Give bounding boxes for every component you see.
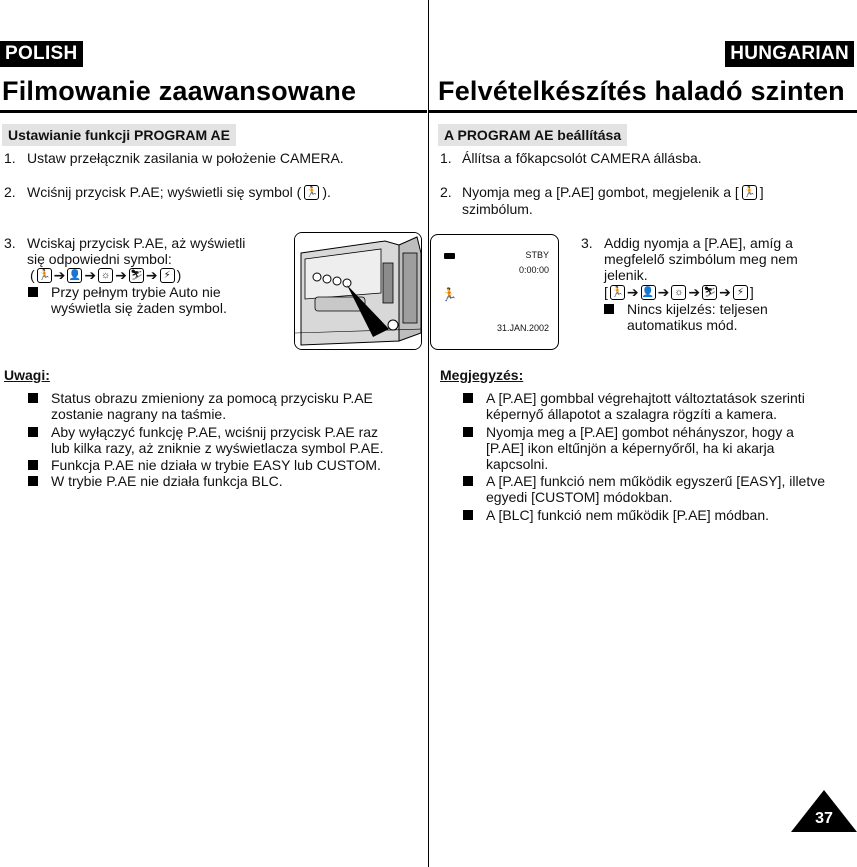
bullet-square-icon [28,460,38,470]
bullet-square-icon [28,476,38,486]
bullet-square-icon [604,304,614,314]
notes-title-polish: Uwagi: [4,367,50,383]
bullet-square-icon [463,510,473,520]
sand-snow-mode-icon: ⛷ [130,269,143,281]
step-text: Nyomja meg a [P.AE] gombot, megjelenik a [ [462,184,739,200]
lcd-date: 31.JAN.2002 [496,323,549,333]
note-text: lub kilka razy, aż zniknie z wyświetlacza symbol P.AE. [51,440,384,456]
language-badge-hungarian: HUNGARIAN [725,41,854,67]
sports-mode-icon: 🏃 [37,269,51,281]
arrow-icon: ➔ [719,284,731,300]
step-text: jelenik. [604,267,648,283]
arrow-icon: ➔ [657,284,670,300]
note-text: wyświetla się żaden symbol. [51,300,227,316]
arrow-icon: ➔ [145,267,158,283]
seq-close: ) [176,267,182,283]
arrow-icon: ➔ [115,267,127,283]
language-badge-polish: POLISH [0,41,83,67]
spotlight-mode-icon: ☼ [98,268,113,283]
arrow-icon: ➔ [626,284,639,300]
high-speed-shutter-icon: ⚡ [160,268,175,283]
step-text: ] [759,184,764,200]
title-rule-right [429,110,857,113]
section-header-polish: Ustawianie funkcji PROGRAM AE [2,124,236,146]
notes-title-hungarian: Megjegyzés: [440,367,524,383]
bullet-square-icon [28,393,38,403]
arrow-icon: ➔ [84,267,97,283]
high-speed-shutter-icon: ⚡ [733,285,748,300]
step-text: Addig nyomja a [P.AE], amíg a [604,235,793,251]
note-text: egyedi [CUSTOM] módokban. [486,489,673,505]
note-text: [P.AE] ikon eltűnjön a képernyőről, ha ki akarja [486,440,775,456]
portrait-mode-icon: 👤 [68,269,82,281]
note-text: A [P.AE] gombbal végrehajtott változtatások szerinti [486,390,805,406]
page-number-badge [791,790,857,832]
step-text: Wciśnij przycisk P.AE; wyświetli się symbol ( [27,184,302,200]
step-text: Állítsa a főkapcsolót CAMERA állásba. [462,150,702,166]
note-text: A [P.AE] funkció nem működik egyszerű [EASY], illetve [486,473,826,489]
note-text: automatikus mód. [627,317,738,333]
sand-snow-mode-icon: ⛷ [703,286,716,298]
step-text: się odpowiedni symbol: [27,251,172,267]
seq-close: ] [749,284,754,300]
step-text: Wciskaj przycisk P.AE, aż wyświetli [27,235,246,251]
arrow-icon: ➔ [53,267,66,283]
step-number: 2. [440,184,452,200]
step-2-hungarian [440,184,855,218]
note-text: képernyő állapotot a szalagra rögzíti a kamera. [486,406,778,422]
step-number: 2. [4,184,16,200]
step-text: Ustaw przełącznik zasilania w położenie CAMERA. [27,150,344,166]
arrow-icon: ➔ [688,284,701,300]
camcorder-drawing [295,233,422,350]
lcd-counter: 0:00:00 [518,265,549,275]
battery-icon [444,253,455,259]
sports-mode-icon: 🏃 [743,186,756,198]
step-text: megfelelő szimbólum meg nem [604,251,798,267]
mode-sequence-hungarian [604,283,754,301]
note-text: A [BLC] funkció nem működik [P.AE] módban. [486,507,770,523]
note-text: Aby wyłączyć funkcję P.AE, wciśnij przycisk P.AE raz [51,424,379,440]
column-divider [428,0,429,867]
seq-open: [ [604,284,608,300]
sports-mode-icon: 🏃 [441,287,458,302]
page-title-polish: Filmowanie zaawansowane [2,76,357,106]
page-title-hungarian: Felvételkészítés haladó szinten [438,76,845,106]
note-text: zostanie nagrany na taśmie. [51,406,227,422]
step-number: 1. [4,150,16,166]
step-text: ). [322,184,331,200]
sports-mode-icon: 🏃 [305,186,319,198]
bullet-square-icon [28,427,38,437]
step-text: szimbólum. [462,201,533,217]
note-text: Przy pełnym trybie Auto nie [51,284,221,300]
seq-open: ( [30,267,35,283]
step-number: 1. [440,150,452,166]
mode-sequence-polish [30,266,181,284]
note-text: Status obrazu zmieniony za pomocą przycisku P.AE [51,390,373,406]
section-header-hungarian: A PROGRAM AE beállítása [438,124,627,146]
bullet-square-icon [463,476,473,486]
bullet-square-icon [463,427,473,437]
note-text: kapcsolni. [486,456,549,472]
lcd-status: STBY [525,250,549,260]
spotlight-mode-icon: ☼ [671,285,686,300]
camcorder-illustration [294,232,422,350]
note-text: Funkcja P.AE nie działa w trybie EASY lub CUSTOM. [51,457,381,473]
portrait-mode-icon: 👤 [641,286,655,298]
title-rule-left [0,110,427,113]
step-2-polish [4,184,424,202]
note-text: Nincs kijelzés: teljesen [627,301,768,317]
step-number: 3. [581,235,593,251]
page-number: 37 [815,810,833,827]
viewfinder-display [430,234,559,350]
step-number: 3. [4,235,16,251]
sports-mode-icon: 🏃 [611,286,624,298]
bullet-square-icon [463,393,473,403]
bullet-square-icon [28,287,38,297]
note-text: W trybie P.AE nie działa funkcja BLC. [51,473,283,489]
note-text: Nyomja meg a [P.AE] gombot néhányszor, hogy a [486,424,794,440]
